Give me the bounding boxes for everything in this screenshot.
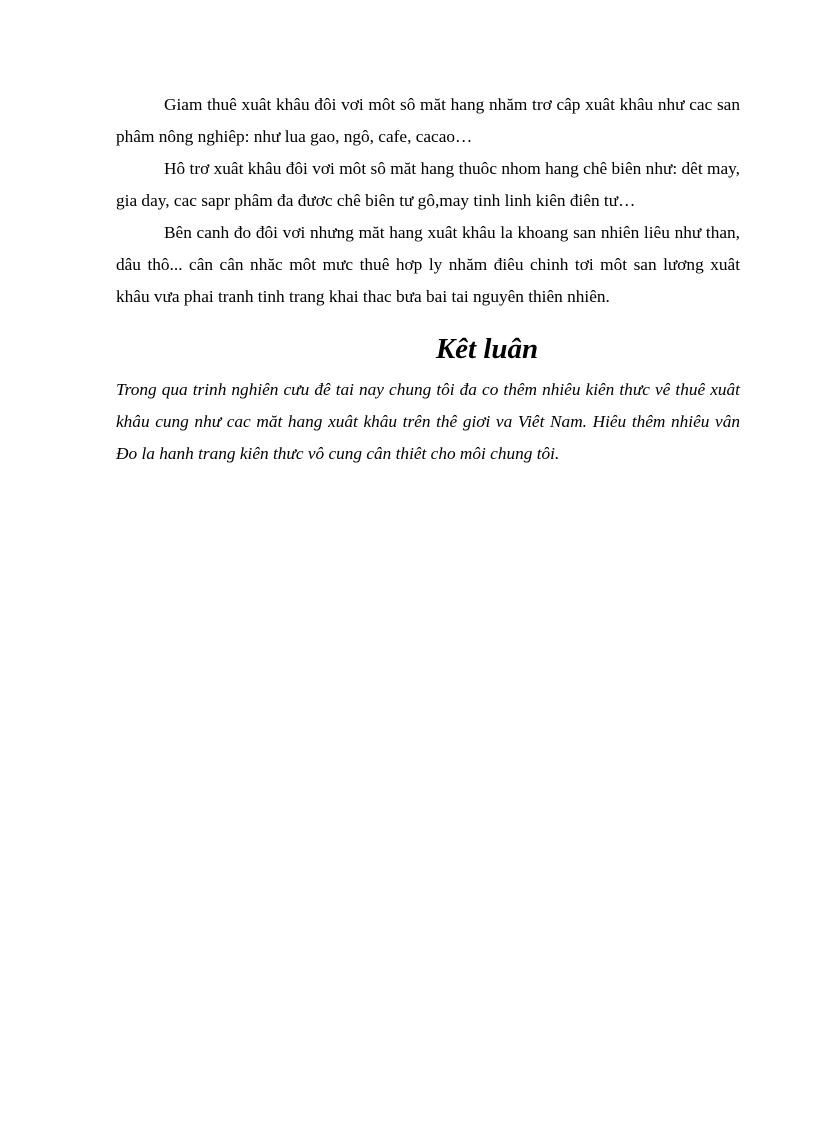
paragraph-export-tax-reduction: Giam thuê xuât khâu đôi vơi môt sô măt hang nhăm trơ câp xuât khâu như cac san phâm nông nghiêp: như lua gao, ngô, cafe, cacao… [116, 95, 740, 146]
paragraph-mineral-exports: Bên canh đo đôi vơi nhưng măt hang xuât khâu la khoang san nhiên liêu như than, dâu thô... cân cân nhăc môt mưc thuê hơp ly nhăm điêu chinh tơi môt san lương xuât khâu vưa phai tranh tinh trang khai thac bưa bai tai nguyên thiên nhiên. [116, 223, 740, 306]
page-content [116, 89, 740, 470]
paragraph-export-support: Hô trơ xuât khâu đôi vơi môt sô măt hang thuôc nhom hang chê biên như: dêt may, gia day, cac sapr phâm đa đươc chê biên tư gô,may tinh linh kiên điên tư… [116, 159, 740, 210]
conclusion-heading: Kêt luân [435, 333, 539, 365]
conclusion-paragraph: Trong qua trinh nghiên cưu đê tai nay chung tôi đa co thêm nhiêu kiên thưc vê thuê xuât khâu cung như cac măt hang xuât khâu trên thê giơi va Viêt Nam. Hiêu thêm nhiêu vân Đo la hanh trang kiên thưc vô cung cân thiêt cho môi chung tôi. [116, 380, 740, 463]
